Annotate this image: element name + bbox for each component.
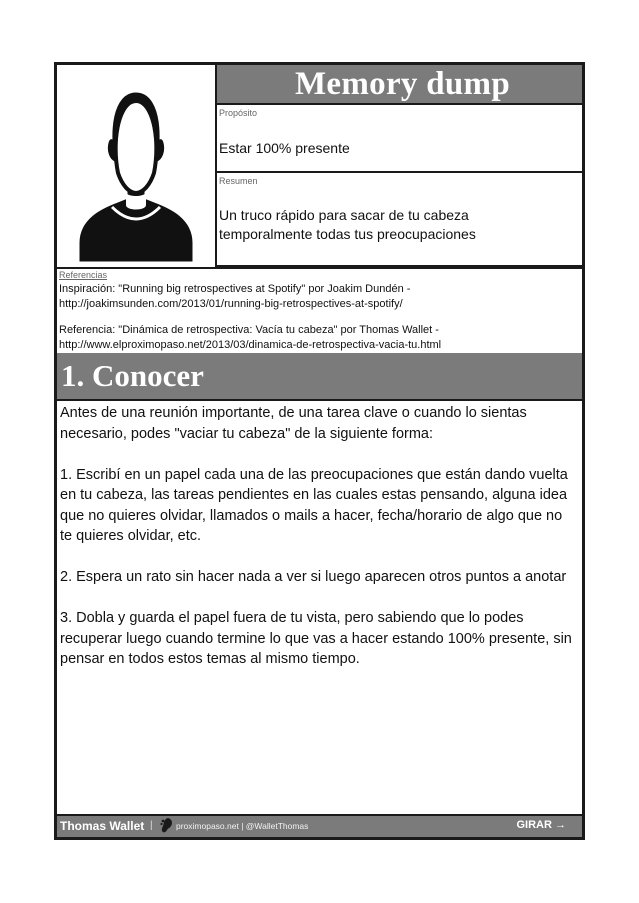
paragraph: Antes de una reunión importante, de una tarea clave o cuando lo sientas necesario, podes "vaciar tu cabeza" de la siguiente forma: xyxy=(60,405,527,442)
card-footer xyxy=(57,814,582,837)
reference-link[interactable]: http://joakimsunden.com/2013/01/running-big-retrospectives-at-spotify/ xyxy=(59,298,403,310)
reference-link[interactable]: http://www.elproximopaso.net/2013/03/dinamica-de-retrospectiva-vacia-tu.html xyxy=(59,339,442,351)
footer-links[interactable]: proximopaso.net | @WalletThomas xyxy=(176,821,309,831)
card-title-bar xyxy=(217,65,582,105)
summary-value: Un truco rápido para sacar de tu cabeza temporalmente todas tus preocupaciones xyxy=(219,207,476,242)
section-content xyxy=(60,403,578,690)
footprint-logo-icon xyxy=(159,817,175,839)
memory-dump-card xyxy=(54,62,585,840)
summary-field xyxy=(217,173,582,267)
paragraph: 1. Escribí en un papel cada una de las preocupaciones que están dando vuelta en tu cabeza, las tareas pendientes en las cuales estas pensando, alguna idea que no quieres olvidar, llamados o mails a hacer, fecha/horario de algo que no te quieres olvidar, etc. xyxy=(60,466,568,544)
portrait-frame xyxy=(57,65,217,267)
paragraph: 2. Espera un rato sin hacer nada a ver si luego aparecen otros puntos a anotar xyxy=(60,569,567,585)
purpose-field xyxy=(217,105,582,173)
purpose-label: Propósito xyxy=(219,108,258,118)
reference-line: Inspiración: "Running big retrospectives at Spotify" por Joakim Dundén - xyxy=(59,283,411,295)
person-silhouette-icon xyxy=(72,73,200,263)
section-title-bar xyxy=(57,353,582,401)
reference-line: Referencia: "Dinámica de retrospectiva: Vacía tu cabeza" por Thomas Wallet - xyxy=(59,324,439,336)
turn-button[interactable]: GIRAR → xyxy=(516,819,566,831)
paragraph: 3. Dobla y guarda el papel fuera de tu vista, pero sabiendo que lo podes recuperar luego cuando termine lo que vas a hacer estando 100% presente, sin pensar en todos estos temas al mismo tiempo. xyxy=(60,610,572,667)
card-title: Memory dump xyxy=(294,66,510,102)
references-label: Referencias xyxy=(59,270,108,280)
summary-label: Resumen xyxy=(219,176,258,186)
references-box xyxy=(57,267,582,355)
footer-separator: | xyxy=(150,820,153,831)
purpose-value: Estar 100% presente xyxy=(219,140,350,156)
author-name: Thomas Wallet xyxy=(60,819,145,833)
section-title: 1. Conocer xyxy=(61,358,204,393)
